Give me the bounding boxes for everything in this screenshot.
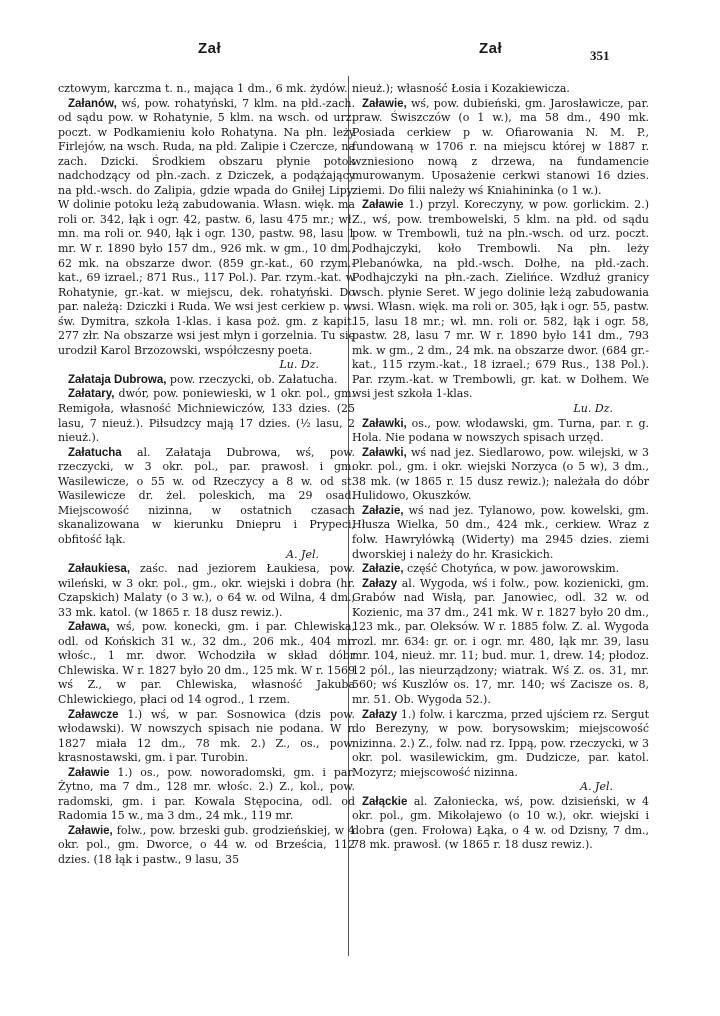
entry-paragraph: nieuż.); własność Łosia i Kozakiewicza.	[352, 82, 570, 95]
entry-paragraph: Zaława, wś, pow. konecki, gm. i par. Chlewiska, odl. od Końskich 31 w., 32 dm., 206 mk., 404 mr. włośc., 1 mr. dwor. Wchodziła w skład dóbr Chlewiska. W r. 1827 było 20 dm., 125 mk. W r. 1569 wś Z., w par. Chlewiska, własność Jakuba Chlewickiego, płaci od 14 ogrod., 1 rzem.	[58, 620, 355, 706]
entry-headword: Załawki,	[362, 417, 407, 430]
entry-paragraph: Załazy al. Wygoda, wś i folw., pow. kozienicki, gm. Grabów nad Wisłą, par. Janowiec, odl. 32 w. od Kozienic, ma 37 dm., 241 mk. W r. 1827 było 20 dm., 123 mk., par. Oleksów. W r. 1885 folw. Z. al. Wygoda rozl. mr. 634: gr. or. i ogr. mr. 480, łąk mr. 39, lasu mr. 104, nieuż. mr. 11; bud. mur. 1, drew. 14; płodoz. 12 pól., las nieurządzony; wiatrak. Wś Z. os. 31, mr. 560; wś Kuszlów os. 17, mr. 140; wś Zacisze os. 8, mr. 51. Ob. Wygoda 52.).	[352, 576, 649, 706]
author-signature: A. Jel.	[286, 547, 319, 561]
running-head-left: Zał	[198, 40, 222, 57]
left-column	[58, 82, 355, 868]
entry-headword: Załąckie	[362, 795, 408, 808]
entry-paragraph: Załazy 1.) folw. i karczma, przed ujściem rz. Sergut do Berezyny, w pow. borysowskim; miejscowość nizinna. 2.) Z., folw. nad rz. Ippą, pow. rzeczycki, w 3 okr. pol. wasilewickim, gm. Dudzicze, par. katol. Mozyrz; miejscowość nizinna. A. Jel.	[352, 707, 649, 794]
entry-headword: Załazy	[362, 708, 398, 721]
running-head-right: Zał	[479, 40, 503, 57]
entry-headword: Załanów,	[68, 97, 117, 110]
entry-headword: Załazie,	[362, 504, 404, 517]
entry-paragraph: Załawie 1.) os., pow. noworadomski, gm. i par. Żytno, ma 7 dm., 128 mr. włośc. 2.) Z., kol., pow. radomski, gm. i par. Kowala Stępocina, odl. od Radomia 15 w., ma 3 dm., 24 mk., 119 mr.	[58, 765, 355, 823]
author-signature: Lu. Dz.	[279, 358, 319, 372]
entry-headword: Załatary,	[68, 388, 115, 401]
entry-paragraph: Załawie, wś, pow. dubieński, gm. Jarosławicze, par. praw. Świszczów (o 1 w.), ma 58 dm., 490 mk. Posiada cerkiew p w. Ofiarowania N. M. P., fundowaną w 1706 r. na miejscu której w 1887 r. wzniesiono nową z drzewa, na fundamencie murowanym. Uposażenie cerkwi stanowi 16 dzies. ziemi. Do filii należy wś Kniahininka (o 1 w.).	[352, 96, 649, 197]
entry-headword: Załawie,	[362, 97, 407, 110]
entry-paragraph: Załawcze 1.) wś, w par. Sosnowica (dzis pow. włodawski). W nowszych spisach nie podana. W r. 1827 miała 12 dm., 78 mk. 2.) Z., os., pow. krasnostawski, gm. i par. Turobin.	[58, 707, 355, 765]
entry-headword: Zaława,	[68, 621, 110, 634]
page-number: 351	[590, 48, 610, 63]
entry-headword: Załawie,	[68, 824, 113, 837]
entry-headword: Załawie	[68, 766, 110, 779]
entry-paragraph: Załatary, dwór, pow. poniewieski, w 1 okr. pol., gm. Remigoła, własność Michniewiczów, 133 dzies. (25 lasu, 7 nieuż.). Piłsudzcy mają 17 dzies. (½ lasu, 2 nieuż.).	[58, 387, 355, 445]
entry-headword: Załawie	[362, 199, 404, 212]
entry-headword: Załazy	[362, 577, 398, 590]
entry-headword: Załazie,	[362, 563, 404, 576]
entry-paragraph: Załawki, wś nad jez. Siedlarowo, pow. wilejski, w 3 okr. pol., gm. i okr. wiejski Norzyca (o 5 w), 3 dm., 38 mk. (w 1865 r. 15 dusz rewiz.); należała do dóbr Hulidowo, Okuszków.	[352, 445, 649, 503]
author-signature: A. Jel.	[580, 780, 613, 794]
entry-headword: Załaukiesa,	[68, 563, 131, 576]
entry-paragraph: cztowym, karczma t. n., mająca 1 dm., 6 mk. żydów.	[58, 82, 348, 95]
entry-paragraph: Załawie 1.) przyl. Koreczyny, w pow. gorlickim. 2.) Z., wś, pow. trembowelski, 5 klm. na płd. od sądu pow. w Trembowli, tuż na płn.-wsch. od urz. poczt. Podhajczyki, koło Trembowli. Na płn. leży Plebanówka, na płd.-wsch. Dołhe, na płd.-zach. Podhajczyki na płn.-zach. Zielińce. Wzdłuż granicy wsch. płynie Seret. W jego dolinie leżą zabudowania wsi. Własn. więk. ma roli or. 305, łąk i ogr. 55, pastw. 15, lasu 18 mr.; wł. mn. roli or. 582, łąk i ogr. 58, pastw. 28, lasu 7 mr. W r. 1890 było 141 dm., 793 mk. w gm., 2 dm., 24 mk. na obszarze dwor. (684 gr.-kat., 115 rzym.-kat., 18 izrael.; 679 Rus., 138 Pol.). Par. rzym.-kat. w Trembowli, gr. kat. w Dołhem. We wsi jest szkoła 1-klas. Lu. Dz.	[352, 198, 649, 416]
entry-paragraph: Załawie, folw., pow. brzeski gub. grodzieńskiej, w 4 okr. pol., gm. Dworce, o 44 w. od Brześcia, 112 dzies. (18 łąk i pastw., 9 lasu, 35	[58, 823, 355, 866]
entry-paragraph: Załataja Dubrowa, pow. rzeczycki, ob. Załatucha.	[68, 372, 338, 386]
entry-paragraph: Załazie, wś nad jez. Tylanowo, pow. kowelski, gm. Hłusza Wielka, 50 dm., 424 mk., cerkiew. Wraz z folw. Hawryłówką (Widerty) ma 2945 dzies. ziemi dworskiej i należy do hr. Krasickich.	[352, 503, 649, 561]
entry-paragraph: Załanów, wś, pow. rohatyński, 7 klm. na płd.-zach. od sądu pow. w Rohatynie, 5 klm. na wsch. od urz. poczt. w Podkamieniu koło Rohatyna. Na płn. leży Firlejów, na wsch. Ruda, na płd. Zalipie i Czercze, na zach. Dzicki. Środkiem obszaru płynie potok nadchodzący od płn.-zach. z Dziczek, a podążający na płd.-wsch. do Zalipia, gdzie wpada do Gniłej Lipy. W dolinie potoku leżą zabudowania. Własn. więk. ma roli or. 342, łąk i ogr. 42, pastw. 6, lasu 475 mr.; wł. mn. ma roli or. 940, łąk i ogr. 130, pastw. 98, lasu 1 mr. W r. 1890 było 157 dm., 926 mk. w gm., 10 dm., 62 mk. na obszarze dwor. (859 gr.-kat., 60 rzym.-kat., 69 izrael.; 871 Rus., 117 Pol.). Par. rzym.-kat. w Rohatynie, gr.-kat. w miejscu, dek. rohatyński. Do par. należą: Dziczki i Ruda. We wsi jest cerkiew p. w. św. Dymitra, szkoła 1-klas. i kasa poż. gm. z kapit. 277 złr. Na obszarze wsi jest młyn i gorzelnia. Tu się urodził Karol Brzozowski, współczesny poeta. Lu. Dz.	[58, 96, 355, 372]
entry-headword: Załatucha	[68, 446, 122, 459]
entry-headword: Załawcze	[68, 708, 119, 721]
author-signature: Lu. Dz.	[573, 402, 613, 416]
right-column	[352, 82, 649, 853]
entry-headword: Załataja Dubrowa,	[68, 373, 167, 386]
entry-paragraph: Załaukiesa, zaśc. nad jeziorem Łaukiesa, pow. wileński, w 3 okr. pol., gm., okr. wiejski i dobra (hr. Czapskich) Malaty (o 3 w.), o 64 w. od Wilna, 4 dm., 33 mk. katol. (w 1865 r. 18 dusz rewiz.).	[58, 562, 355, 619]
entry-paragraph: Załąckie al. Załoniecka, wś, pow. dzisieński, w 4 okr. pol., gm. Mikołajewo (o 10 w.), okr. wiejski i dobra (gen. Frołowa) Łąka, o 4 w. od Dzisny, 7 dm., 78 mk. prawosł. (w 1865 r. 18 dusz rewiz.).	[352, 794, 649, 852]
entry-paragraph: Załatucha al. Załataja Dubrowa, wś, pow. rzeczycki, w 3 okr. pol., par. prawosł. i gm. Wasilewicze, o 55 w. od Rzeczycy a 8 w. od st. Wasilewicze dr. żel. poleskich, ma 29 osad. Miejscowość nizinna, w ostatnich czasach skanalizowana w kierunku Dniepru i Prypeci, obfitość łąk. A. Jel.	[58, 445, 355, 561]
entry-paragraph: Załawki, os., pow. włodawski, gm. Turna, par. r. g. Hola. Nie podana w nowszych spisach urzęd.	[352, 416, 649, 445]
entry-headword: Załawki,	[362, 446, 407, 459]
entry-paragraph: Załazie, część Chotyńca, w pow. jaworowskim.	[362, 562, 620, 576]
